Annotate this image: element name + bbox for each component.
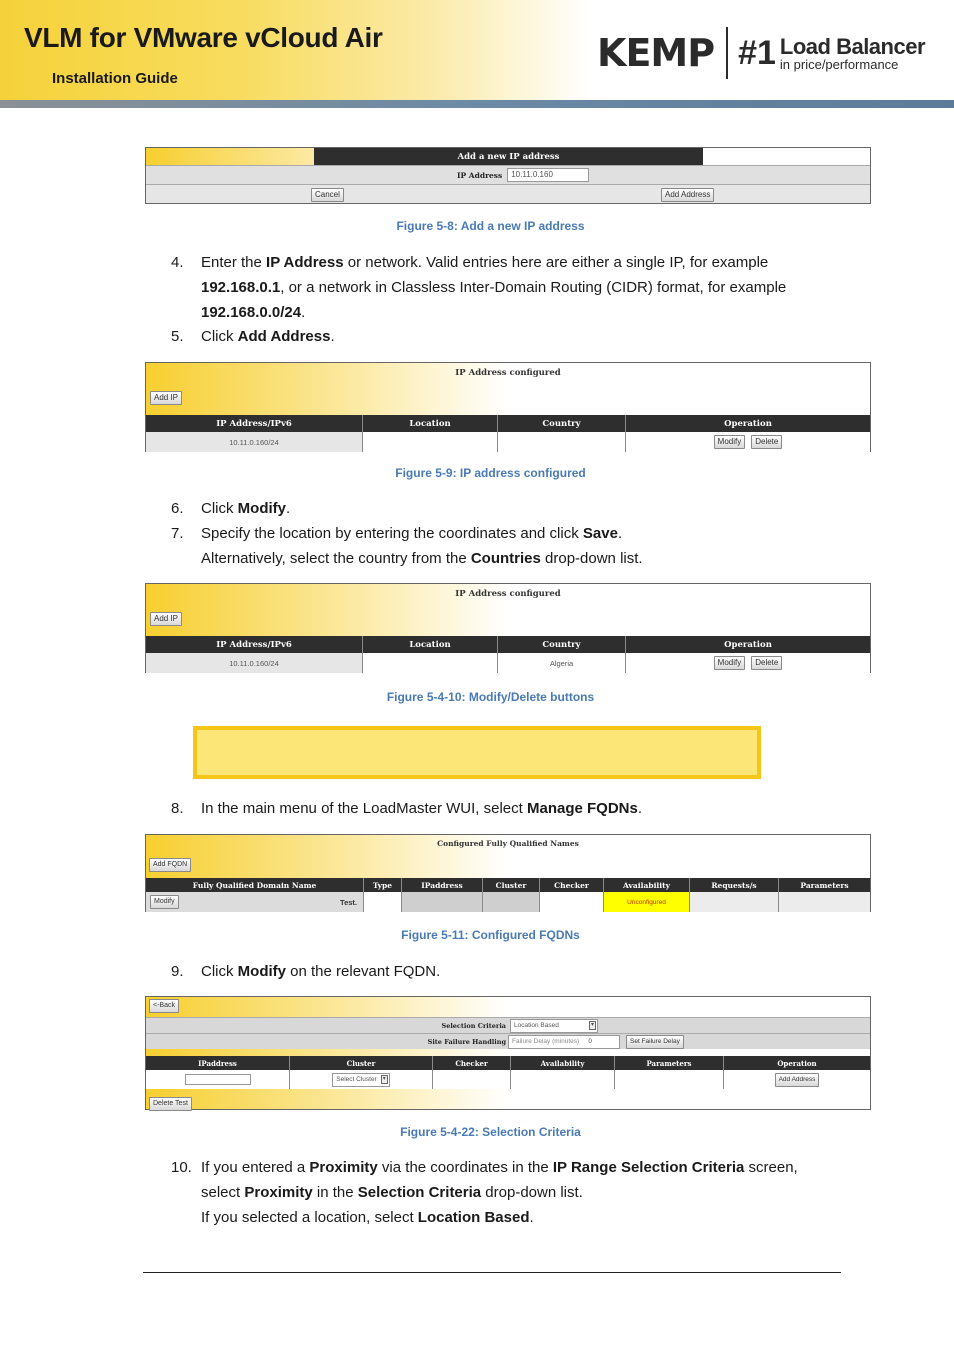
page-header: [0, 0, 954, 104]
set-failure-delay-button[interactable]: Set Failure Delay: [626, 1035, 684, 1049]
ip-configured-title: IP Address configured: [455, 368, 561, 378]
column-header: IP Address/IPv6: [146, 415, 363, 432]
step-text: Click: [201, 500, 238, 517]
column-header: Checker: [433, 1056, 511, 1070]
step-text: drop-down list.: [481, 1184, 583, 1201]
step-text: screen, select: [201, 1159, 798, 1201]
step-bold: Save: [582, 525, 618, 542]
figure-add-ip-screenshot: [145, 147, 871, 204]
step-text: Click: [201, 328, 238, 345]
column-header: Parameters: [615, 1056, 724, 1070]
ip-cell: 10.11.0.160/24: [146, 432, 363, 452]
step-text: drop-down list.: [540, 550, 643, 567]
table-row: [146, 892, 870, 912]
step-bold: Manage FQDNs: [527, 800, 638, 817]
step-number: 6.: [171, 500, 184, 517]
column-header: Location: [363, 636, 498, 653]
figure-caption: Figure 5-4-10: Modify/Delete buttons: [386, 690, 595, 704]
column-header: Parameters: [800, 880, 849, 890]
step-number: 7.: [171, 525, 184, 542]
table-row: [146, 1070, 870, 1089]
step-bold: Proximity: [309, 1159, 378, 1176]
document-subtitle: Installation Guide: [52, 70, 178, 87]
column-header: Fully Qualified Domain Name: [146, 878, 364, 892]
ip-configured-title: IP Address configured: [455, 589, 561, 599]
step-text: .: [637, 800, 643, 817]
step-text: .: [286, 500, 291, 517]
country-cell: Algeria: [498, 653, 626, 673]
requests-cell: [690, 892, 779, 912]
add-ip-button[interactable]: Add IP: [150, 391, 182, 405]
column-header: Checker: [540, 878, 604, 892]
delete-button[interactable]: Delete: [751, 435, 782, 449]
delete-button[interactable]: Delete: [751, 656, 782, 670]
failure-delay-placeholder: Failure Delay (minutes): [512, 1037, 580, 1045]
figure-modify-delete-screenshot: [145, 583, 871, 673]
step-bold: Add Address: [237, 328, 331, 345]
step-bold: Modify: [237, 963, 286, 980]
step-7: [171, 521, 841, 571]
step-text: .: [301, 304, 306, 321]
column-header: Operation: [724, 418, 772, 429]
add-address-button[interactable]: Add Address: [775, 1073, 820, 1087]
document-title: VLM for VMware vCloud Air: [24, 22, 383, 53]
location-cell: [363, 432, 498, 452]
add-address-button[interactable]: Add Address: [661, 188, 714, 202]
step-text: in the: [312, 1184, 358, 1201]
column-header: Type: [364, 878, 402, 892]
column-header: IPaddress: [402, 878, 483, 892]
add-fqdn-button[interactable]: Add FQDN: [149, 858, 191, 872]
modify-button[interactable]: Modify: [714, 435, 746, 449]
column-header: Operation: [724, 639, 772, 650]
ipaddress-input[interactable]: [185, 1074, 251, 1085]
step-number: 10.: [171, 1159, 192, 1176]
step-4: [171, 250, 841, 325]
column-header: IP Address/IPv6: [146, 636, 363, 653]
figure-selection-criteria-screenshot: [145, 996, 871, 1110]
table-row: [146, 432, 870, 452]
cancel-button[interactable]: Cancel: [311, 188, 344, 202]
column-header: Operation: [777, 1058, 817, 1068]
column-header: Cluster: [290, 1056, 433, 1070]
delete-test-button[interactable]: Delete Test: [149, 1097, 192, 1111]
header-divider-strip: [0, 100, 954, 108]
logo-line2: in price/performance: [779, 56, 899, 72]
step-number: 5.: [171, 328, 184, 345]
logo-line1: Load Balancer: [779, 33, 926, 59]
figure-caption: Figure 5-8: Add a new IP address: [396, 219, 585, 233]
column-header: Country: [498, 415, 626, 432]
column-header: Location: [363, 415, 498, 432]
figure-caption: Figure 5-9: IP address configured: [395, 466, 586, 480]
step-text: Click: [201, 963, 238, 980]
step-5: [171, 324, 841, 349]
checker-cell: [540, 892, 604, 912]
step-number: 9.: [171, 963, 184, 980]
modify-button[interactable]: Modify: [714, 656, 746, 670]
figure-caption: Figure 5-11: Configured FQDNs: [401, 928, 580, 942]
footer-divider: [143, 1272, 841, 1273]
column-header: Availability: [511, 1056, 615, 1070]
site-failure-label: Site Failure Handling: [427, 1037, 506, 1046]
fqdn-list-title: Configured Fully Qualified Names: [437, 839, 579, 848]
step-bold: Modify: [237, 500, 286, 517]
location-cell: [363, 653, 498, 673]
step-text: Specify the location by entering the coordinates and click: [201, 525, 583, 542]
parameters-cell: [615, 1070, 724, 1089]
failure-delay-value: 0: [588, 1037, 592, 1045]
step-6: [171, 496, 841, 521]
figure-caption: Figure 5-4-22: Selection Criteria: [400, 1125, 581, 1139]
dropdown-arrow-icon: ▾: [590, 1021, 594, 1028]
column-header: Country: [498, 636, 626, 653]
step-bold: IP Address: [266, 254, 344, 271]
logo-rank: #1: [738, 33, 776, 72]
type-cell: [364, 892, 402, 912]
availability-cell: Unconfigured: [604, 892, 690, 912]
step-text: In the main menu of the LoadMaster WUI, select: [201, 800, 527, 817]
dropdown-arrow-icon: ▾: [382, 1075, 386, 1082]
cluster-select[interactable]: [332, 1073, 389, 1087]
cluster-select-value: Select Cluster: [336, 1075, 377, 1083]
ipaddress-cell: [402, 892, 483, 912]
selection-criteria-label: Selection Criteria: [441, 1021, 506, 1030]
logo-divider: [726, 27, 728, 79]
country-cell: [498, 432, 626, 452]
ip-cell: 10.11.0.160/24: [146, 653, 363, 673]
step-text: .: [330, 328, 335, 345]
fqdn-name: Test.: [340, 897, 357, 907]
step-text: .: [529, 1209, 534, 1226]
column-header: IPaddress: [146, 1056, 290, 1070]
step-text: Enter the: [201, 254, 267, 271]
failure-delay-input[interactable]: [508, 1035, 620, 1049]
column-header: Requests/s: [690, 878, 779, 892]
add-ip-button[interactable]: Add IP: [150, 612, 182, 626]
back-button[interactable]: <-Back: [149, 999, 179, 1013]
column-header: Availability: [604, 878, 690, 892]
ip-address-label: IP Address: [457, 170, 503, 180]
step-text: If you entered a: [201, 1159, 310, 1176]
parameters-cell: [779, 892, 870, 912]
modify-button[interactable]: Modify: [150, 895, 179, 909]
add-ip-title: Add a new IP address: [314, 148, 703, 165]
availability-cell: [511, 1070, 615, 1089]
step-10: [171, 1155, 841, 1230]
step-text: Alternatively, select the country from the: [201, 550, 471, 567]
kemp-logo: [597, 28, 925, 78]
step-bold: Proximity: [244, 1184, 313, 1201]
figure-configured-fqdns-screenshot: [145, 834, 871, 912]
table-row: [146, 653, 870, 673]
step-number: 8.: [171, 800, 184, 817]
step-text: If you selected a location, select: [201, 1209, 418, 1226]
step-bold: 192.168.0.0/24: [201, 304, 302, 321]
step-text: .: [617, 525, 623, 542]
step-text: or network. Valid entries here are either a single IP, for example: [343, 254, 769, 271]
step-8: [171, 796, 841, 821]
column-header: Cluster: [483, 878, 540, 892]
step-bold: Location Based: [417, 1209, 530, 1226]
checker-cell: [433, 1070, 511, 1089]
step-number: 4.: [171, 254, 184, 271]
step-9: [171, 959, 841, 984]
figure-ip-configured-screenshot: [145, 362, 871, 452]
cluster-cell: [483, 892, 540, 912]
step-bold: 192.168.0.1: [201, 279, 281, 296]
step-bold: Countries: [470, 550, 541, 567]
step-text: via the coordinates in the: [377, 1159, 553, 1176]
step-text: on the relevant FQDN.: [286, 963, 441, 980]
logo-brand: KEMP: [597, 31, 715, 75]
selection-criteria-select[interactable]: [510, 1019, 598, 1033]
step-bold: Selection Criteria: [357, 1184, 482, 1201]
selection-criteria-value: Location Based: [514, 1021, 559, 1029]
note-box: [193, 726, 761, 779]
step-bold: IP Range Selection Criteria: [552, 1159, 745, 1176]
ip-address-input[interactable]: 10.11.0.160: [507, 168, 589, 182]
step-text: , or a network in Classless Inter-Domain Routing (CIDR) format, for example: [280, 279, 787, 296]
